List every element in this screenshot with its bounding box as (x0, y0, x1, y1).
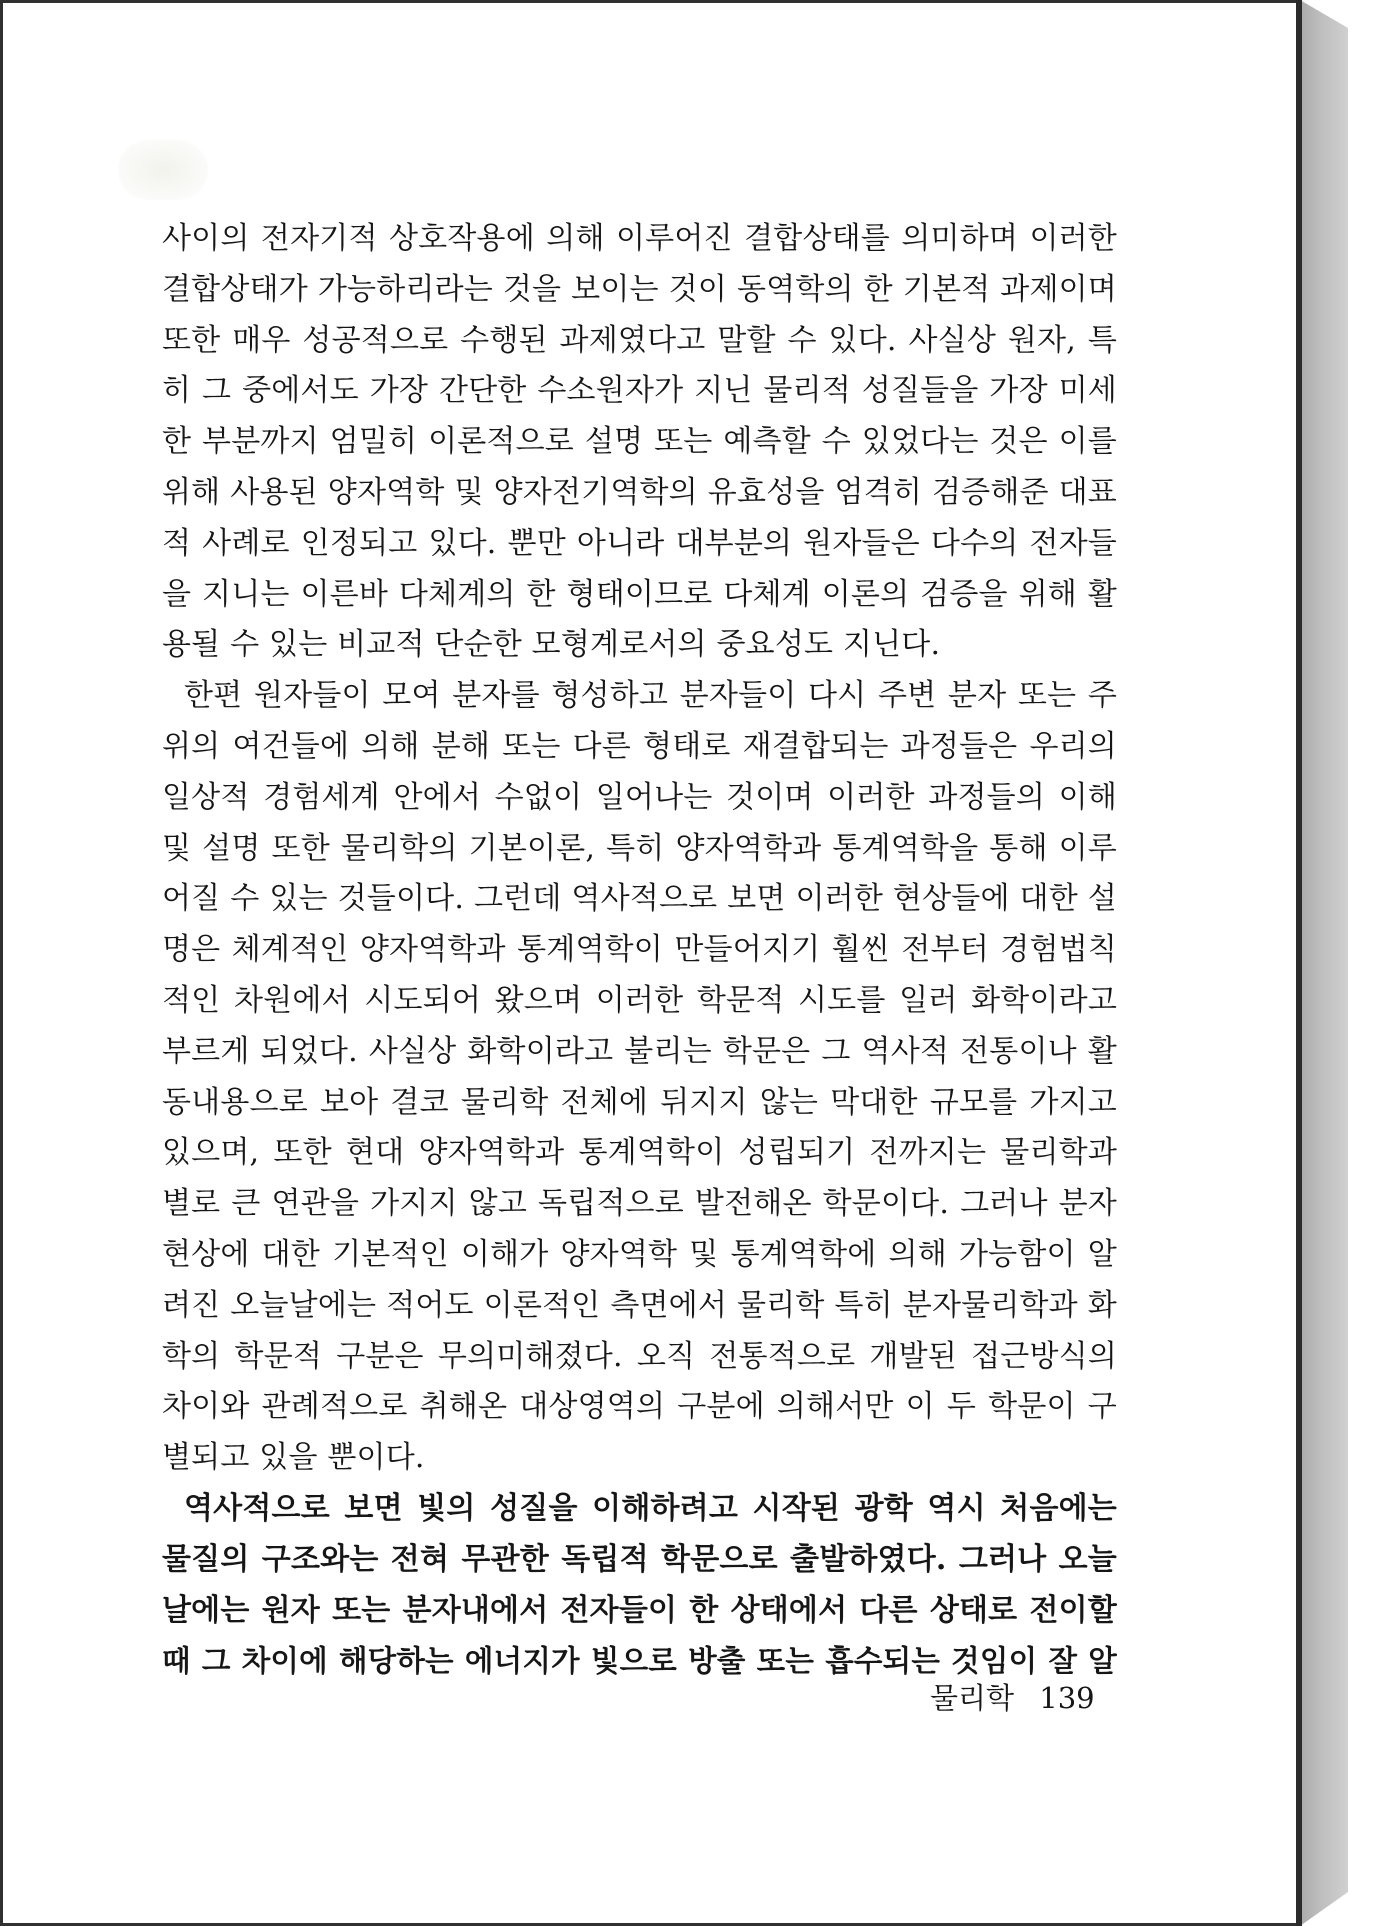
running-title: 물리학 (930, 1681, 1015, 1715)
text-line: 동내용으로 보아 결코 물리학 전체에 뒤지지 않는 막대한 규모를 가지고 (162, 1084, 1117, 1120)
text-line: 한편 원자들이 모여 분자를 형성하고 분자들이 다시 주변 분자 또는 주 (184, 678, 1117, 714)
text-line: 있으며, 또한 현대 양자역학과 통계역학이 성립되기 전까지는 물리학과 (162, 1135, 1117, 1171)
text-line: 때 그 차이에 해당하는 에너지가 빛으로 방출 또는 흡수되는 것임이 잘 알 (162, 1643, 1117, 1679)
text-line: 결합상태가 가능하리라는 것을 보이는 것이 동역학의 한 기본적 과제이며 (162, 271, 1117, 307)
text-line: 날에는 원자 또는 분자내에서 전자들이 한 상태에서 다른 상태로 전이할 (162, 1592, 1117, 1628)
text-line: 별로 큰 연관을 가지지 않고 독립적으로 발전해온 학문이다. 그러나 분자 (162, 1186, 1117, 1222)
text-line: 학의 학문적 구분은 무의미해졌다. 오직 전통적으로 개발된 접근방식의 (162, 1338, 1117, 1374)
book-edge (1300, 0, 1348, 1926)
text-line: 역사적으로 보면 빛의 성질을 이해하려고 시작된 광학 역시 처음에는 (184, 1490, 1117, 1526)
text-line: 위해 사용된 양자역학 및 양자전기역학의 유효성을 엄격히 검증해준 대표 (162, 474, 1117, 510)
text-line: 을 지니는 이른바 다체계의 한 형태이므로 다체계 이론의 검증을 위해 활 (162, 576, 1117, 612)
text-line: 현상에 대한 기본적인 이해가 양자역학 및 통계역학에 의해 가능함이 알 (162, 1236, 1117, 1272)
text-line: 차이와 관례적으로 취해온 대상영역의 구분에 의해서만 이 두 학문이 구 (162, 1389, 1117, 1425)
body-text (162, 214, 1117, 1687)
page-number: 139 (1039, 1681, 1095, 1715)
text-line: 어질 수 있는 것들이다. 그런데 역사적으로 보면 이러한 현상들에 대한 설 (162, 881, 1117, 917)
text-line: 위의 여건들에 의해 분해 또는 다른 형태로 재결합되는 과정들은 우리의 (162, 728, 1117, 764)
text-line: 사이의 전자기적 상호작용에 의해 이루어진 결합상태를 의미하며 이러한 (162, 221, 1117, 256)
text-line: 적인 차원에서 시도되어 왔으며 이러한 학문적 시도를 일러 화학이라고 (162, 982, 1117, 1018)
text-line: 려진 오늘날에는 적어도 이론적인 측면에서 물리학 특히 분자물리학과 화 (162, 1287, 1117, 1323)
text-line: 히 그 중에서도 가장 간단한 수소원자가 지닌 물리적 성질들을 가장 미세 (162, 373, 1117, 409)
text-line: 및 설명 또한 물리학의 기본이론, 특히 양자역학과 통계역학을 통해 이루 (162, 830, 1117, 866)
page-edge-shadow (1296, 0, 1302, 1926)
text-line: 부르게 되었다. 사실상 화학이라고 불리는 학문은 그 역사적 전통이나 활 (162, 1033, 1117, 1069)
text-line: 적 사례로 인정되고 있다. 뿐만 아니라 대부분의 원자들은 다수의 전자들 (162, 525, 1117, 561)
text-line: 용될 수 있는 비교적 단순한 모형계로서의 중요성도 지닌다. (162, 627, 941, 663)
text-line: 한 부분까지 엄밀히 이론적으로 설명 또는 예측할 수 있었다는 것은 이를 (162, 424, 1117, 460)
text-line: 또한 매우 성공적으로 수행된 과제였다고 말할 수 있다. 사실상 원자, 특 (162, 322, 1117, 358)
text-line: 별되고 있을 뿐이다. (162, 1440, 425, 1476)
text-line: 물질의 구조와는 전혀 무관한 독립적 학문으로 출발하였다. 그러나 오늘 (162, 1541, 1117, 1577)
text-line: 일상적 경험세계 안에서 수없이 일어나는 것이며 이러한 과정들의 이해 (162, 779, 1117, 815)
paper-smudge (118, 140, 208, 200)
text-line: 명은 체계적인 양자역학과 통계역학이 만들어지기 훨씬 전부터 경험법칙 (162, 932, 1117, 968)
page-footer (930, 1676, 1095, 1717)
